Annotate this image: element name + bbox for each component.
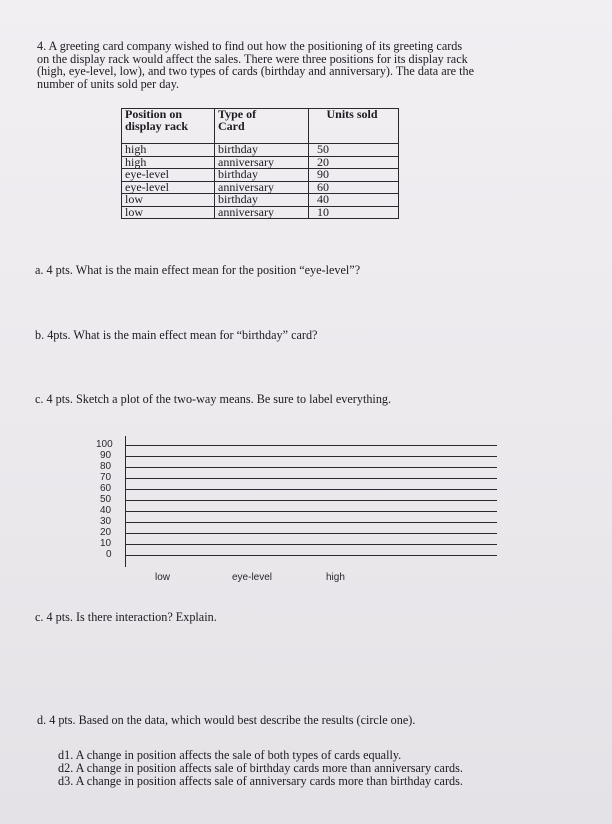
grid-line (125, 533, 497, 534)
question-c-sketch: c. 4 pts. Sketch a plot of the two-way means. Be sure to label everything. (35, 392, 392, 406)
y-tick-label: 20 (100, 527, 112, 538)
grid-line (125, 445, 497, 446)
y-tick-label: 60 (100, 483, 112, 494)
grid-line (125, 544, 497, 545)
table-header-row (122, 109, 399, 144)
header-units-sold (309, 109, 399, 144)
grid-line (125, 456, 497, 457)
grid-line (125, 500, 497, 501)
cell-units: 10 (309, 206, 399, 219)
answer-choices (58, 749, 463, 788)
table-row (122, 206, 399, 219)
y-tick-label: 100 (96, 439, 113, 450)
header-position (122, 109, 215, 144)
grid-line (125, 522, 497, 523)
problem-line: (high, eye-level, low), and two types of cards (birthday and anniversary). The data are the (37, 64, 475, 79)
y-tick-label: 0 (106, 549, 112, 560)
grid-line (125, 511, 497, 512)
grid-line (125, 467, 497, 468)
choice-d1[interactable]: d1. A change in position affects the sale of both types of cards equally. (58, 748, 402, 762)
y-tick-label: 30 (100, 516, 112, 527)
x-label-high: high (326, 572, 345, 583)
grid-line (125, 489, 497, 490)
y-tick-label: 40 (100, 505, 112, 516)
header-text: Card (218, 118, 245, 133)
choice-d2[interactable]: d2. A change in position affects sale of birthday cards more than anniversary cards. (58, 761, 463, 775)
problem-line: 4. A greeting card company wished to find out how the positioning of its greeting cards (37, 39, 463, 53)
choice-d3[interactable]: d3. A change in position affects sale of anniversary cards more than birthday cards. (58, 774, 463, 788)
cell-position: eye-level (122, 181, 215, 194)
header-text: Units sold (326, 107, 378, 121)
grid-line (125, 478, 497, 479)
question-b: b. 4pts. What is the main effect mean for “birthday” card? (35, 328, 318, 342)
y-tick-label: 90 (100, 450, 112, 461)
cell-units: 40 (309, 194, 399, 207)
header-text: Type of (218, 107, 257, 121)
y-tick-label: 70 (100, 472, 112, 483)
y-tick-label: 80 (100, 461, 112, 472)
cell-units: 20 (309, 156, 399, 169)
cell-card: birthday (215, 144, 309, 157)
cell-position: high (122, 144, 215, 157)
blank-plot-grid (90, 436, 410, 596)
cell-card: anniversary (215, 181, 309, 194)
problem-line: on the display rack would affect the sales. There were three positions for its display rack (37, 51, 468, 66)
cell-position: low (122, 206, 215, 219)
grid-line (125, 555, 497, 556)
sales-data-table (121, 108, 399, 219)
question-a: a. 4 pts. What is the main effect mean for the position “eye-level”? (35, 263, 361, 277)
question-d: d. 4 pts. Based on the data, which would best describe the results (circle one). (37, 713, 416, 727)
y-tick-label: 50 (100, 494, 112, 505)
cell-card: anniversary (215, 206, 309, 219)
x-label-low: low (155, 572, 171, 583)
cell-position: eye-level (122, 169, 215, 182)
header-text: display rack (125, 118, 189, 133)
y-tick-label: 10 (100, 538, 112, 549)
cell-units: 90 (309, 169, 399, 182)
cell-card: anniversary (215, 156, 309, 169)
table-row (122, 181, 399, 194)
cell-card: birthday (215, 169, 309, 182)
header-text: Position on (125, 107, 183, 121)
question-c-interaction: c. 4 pts. Is there interaction? Explain. (35, 610, 217, 624)
cell-position: high (122, 156, 215, 169)
x-label-eye-level: eye-level (232, 572, 273, 583)
problem-statement (37, 40, 577, 90)
cell-position: low (122, 194, 215, 207)
problem-line: number of units sold per day. (37, 76, 180, 91)
cell-units: 60 (309, 181, 399, 194)
header-card-type (215, 109, 309, 144)
cell-units: 50 (309, 144, 399, 157)
cell-card: birthday (215, 194, 309, 207)
